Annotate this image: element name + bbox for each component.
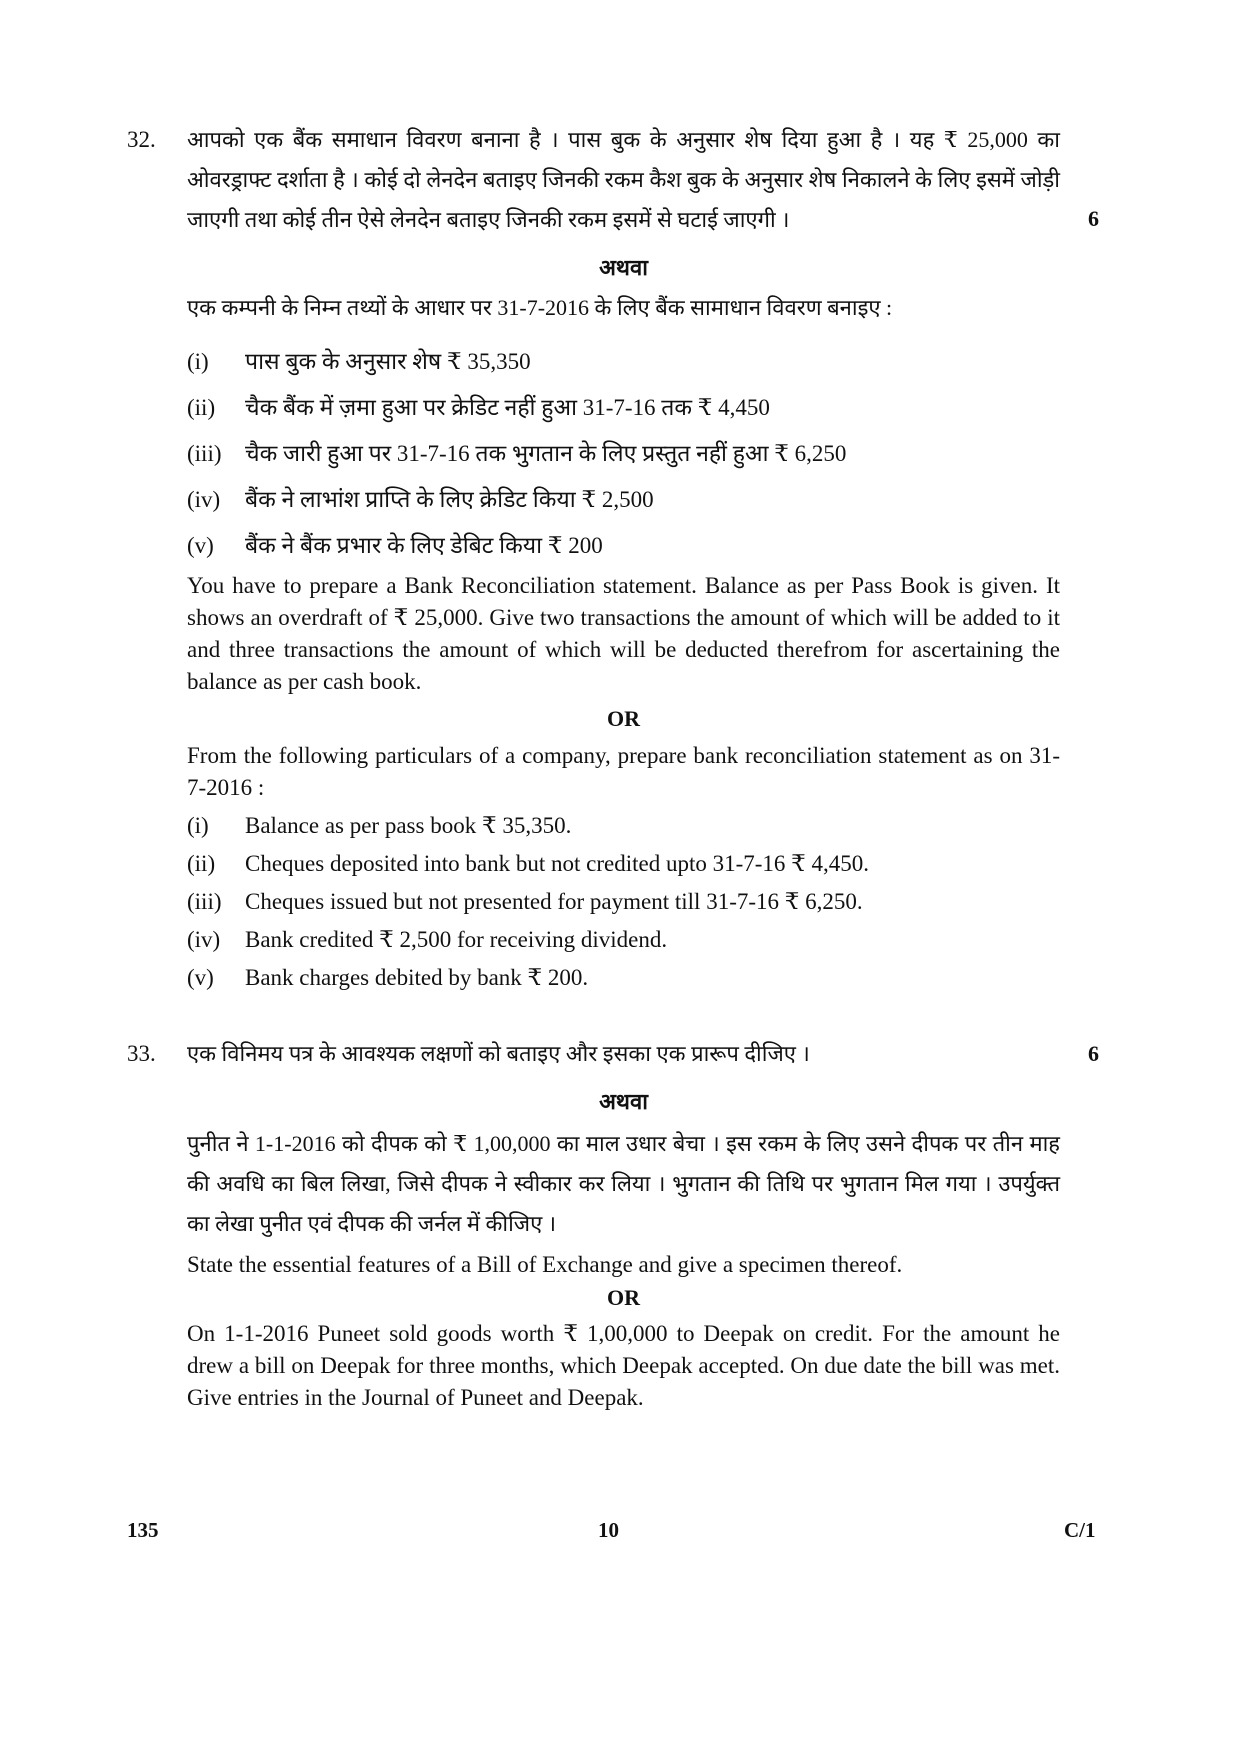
question-32-or-hindi: अथवा bbox=[599, 255, 648, 280]
hindi-item-2-roman: (ii) bbox=[187, 395, 216, 420]
question-33-or-english: OR bbox=[607, 1285, 640, 1310]
question-32-hindi-text: आपको एक बैंक समाधान विवरण बनाना है । पास बुक के अनुसार शेष दिया हुआ है । यह ₹ 25,000 का ओवरड्राफ्ट दर्शाता है । कोई दो लेनदेन बताइए जिनकी रकम कैश बुक के अनुसार शेष निकालने के लिए इसमें जोड़ी जाएगी तथा कोई तीन ऐसे लेनदेन बताइए जिनकी रकम इसमें से घटाई जाएगी । bbox=[187, 127, 1060, 232]
hindi-item-3 bbox=[187, 436, 846, 468]
question-32-number: 32. bbox=[127, 127, 156, 152]
english-item-3-text: Cheques issued but not presented for payment till 31-7-16 ₹ 6,250. bbox=[245, 889, 863, 914]
hindi-item-4 bbox=[187, 482, 654, 514]
footer-set-code: C/1 bbox=[1064, 1518, 1096, 1542]
hindi-item-5 bbox=[187, 528, 603, 560]
english-item-1-roman: (i) bbox=[187, 813, 209, 838]
question-32-english-or-intro: From the following particulars of a company, prepare bank reconciliation statement as on 31-7-2016 : bbox=[187, 743, 1060, 800]
english-item-4 bbox=[187, 927, 667, 953]
hindi-item-4-text: बैंक ने लाभांश प्राप्ति के लिए क्रेडिट किया ₹ 2,500 bbox=[245, 487, 654, 512]
english-item-5-text: Bank charges debited by bank ₹ 200. bbox=[245, 965, 589, 990]
hindi-item-2 bbox=[187, 390, 770, 422]
question-33-marks: 6 bbox=[1088, 1041, 1099, 1066]
english-item-5-roman: (v) bbox=[187, 965, 214, 990]
question-32-marks: 6 bbox=[1088, 206, 1099, 231]
hindi-item-1-roman: (i) bbox=[187, 349, 209, 374]
hindi-item-2-text: चैक बैंक में ज़मा हुआ पर क्रेडिट नहीं हुआ 31-7-16 तक ₹ 4,450 bbox=[245, 395, 770, 420]
english-item-5 bbox=[187, 965, 588, 991]
question-33-number: 33. bbox=[127, 1041, 156, 1066]
footer-paper-code: 135 bbox=[127, 1518, 159, 1542]
english-item-1-text: Balance as per pass book ₹ 35,350. bbox=[245, 813, 572, 838]
question-33-english-text: State the essential features of a Bill of Exchange and give a specimen thereof. bbox=[187, 1252, 903, 1277]
hindi-item-1 bbox=[187, 344, 531, 376]
hindi-item-5-roman: (v) bbox=[187, 533, 214, 558]
english-item-3-roman: (iii) bbox=[187, 889, 222, 914]
question-33-english-or-text: On 1-1-2016 Puneet sold goods worth ₹ 1,00,000 to Deepak on credit. For the amount he drew a bill on Deepak for three months, which Deepak accepted. On due date the bill was met. Give entries in the Journal of Puneet and Deepak. bbox=[187, 1321, 1060, 1410]
question-32-or-english: OR bbox=[607, 706, 640, 731]
english-item-2-roman: (ii) bbox=[187, 851, 216, 876]
hindi-item-5-text: बैंक ने बैंक प्रभार के लिए डेबिट किया ₹ 200 bbox=[245, 533, 603, 558]
question-33-or-hindi: अथवा bbox=[599, 1089, 648, 1114]
english-item-4-text: Bank credited ₹ 2,500 for receiving dividend. bbox=[245, 927, 668, 952]
question-32-hindi-or-intro: एक कम्पनी के निम्न तथ्यों के आधार पर 31-7-2016 के लिए बैंक सामाधान विवरण बनाइए : bbox=[187, 295, 893, 320]
hindi-item-4-roman: (iv) bbox=[187, 487, 221, 512]
english-item-4-roman: (iv) bbox=[187, 927, 221, 952]
question-33-hindi-or-text: पुनीत ने 1-1-2016 को दीपक को ₹ 1,00,000 का माल उधार बेचा । इस रकम के लिए उसने दीपक पर तीन माह की अवधि का बिल लिखा, जिसे दीपक ने स्वीकार कर लिया । भुगतान की तिथि पर भुगतान मिल गया । उपर्युक्त का लेखा पुनीत एवं दीपक की जर्नल में कीजिए । bbox=[187, 1131, 1060, 1236]
question-32-english-text: You have to prepare a Bank Reconciliation statement. Balance as per Pass Book is given. It shows an overdraft of ₹ 25,000. Give two transactions the amount of which will be added to it and three transactions the amount of which will be deducted therefrom for ascertaining the balance as per cash book. bbox=[187, 573, 1060, 694]
hindi-item-1-text: पास बुक के अनुसार शेष ₹ 35,350 bbox=[245, 349, 531, 374]
english-item-3 bbox=[187, 889, 863, 915]
hindi-item-3-roman: (iii) bbox=[187, 441, 222, 466]
english-item-2 bbox=[187, 851, 869, 877]
footer-page-number: 10 bbox=[598, 1518, 619, 1542]
english-item-1 bbox=[187, 813, 571, 839]
english-item-2-text: Cheques deposited into bank but not credited upto 31-7-16 ₹ 4,450. bbox=[245, 851, 870, 876]
hindi-item-3-text: चैक जारी हुआ पर 31-7-16 तक भुगतान के लिए प्रस्तुत नहीं हुआ ₹ 6,250 bbox=[245, 441, 847, 466]
question-33-hindi-text: एक विनिमय पत्र के आवश्यक लक्षणों को बताइए और इसका एक प्रारूप दीजिए । bbox=[187, 1041, 810, 1066]
